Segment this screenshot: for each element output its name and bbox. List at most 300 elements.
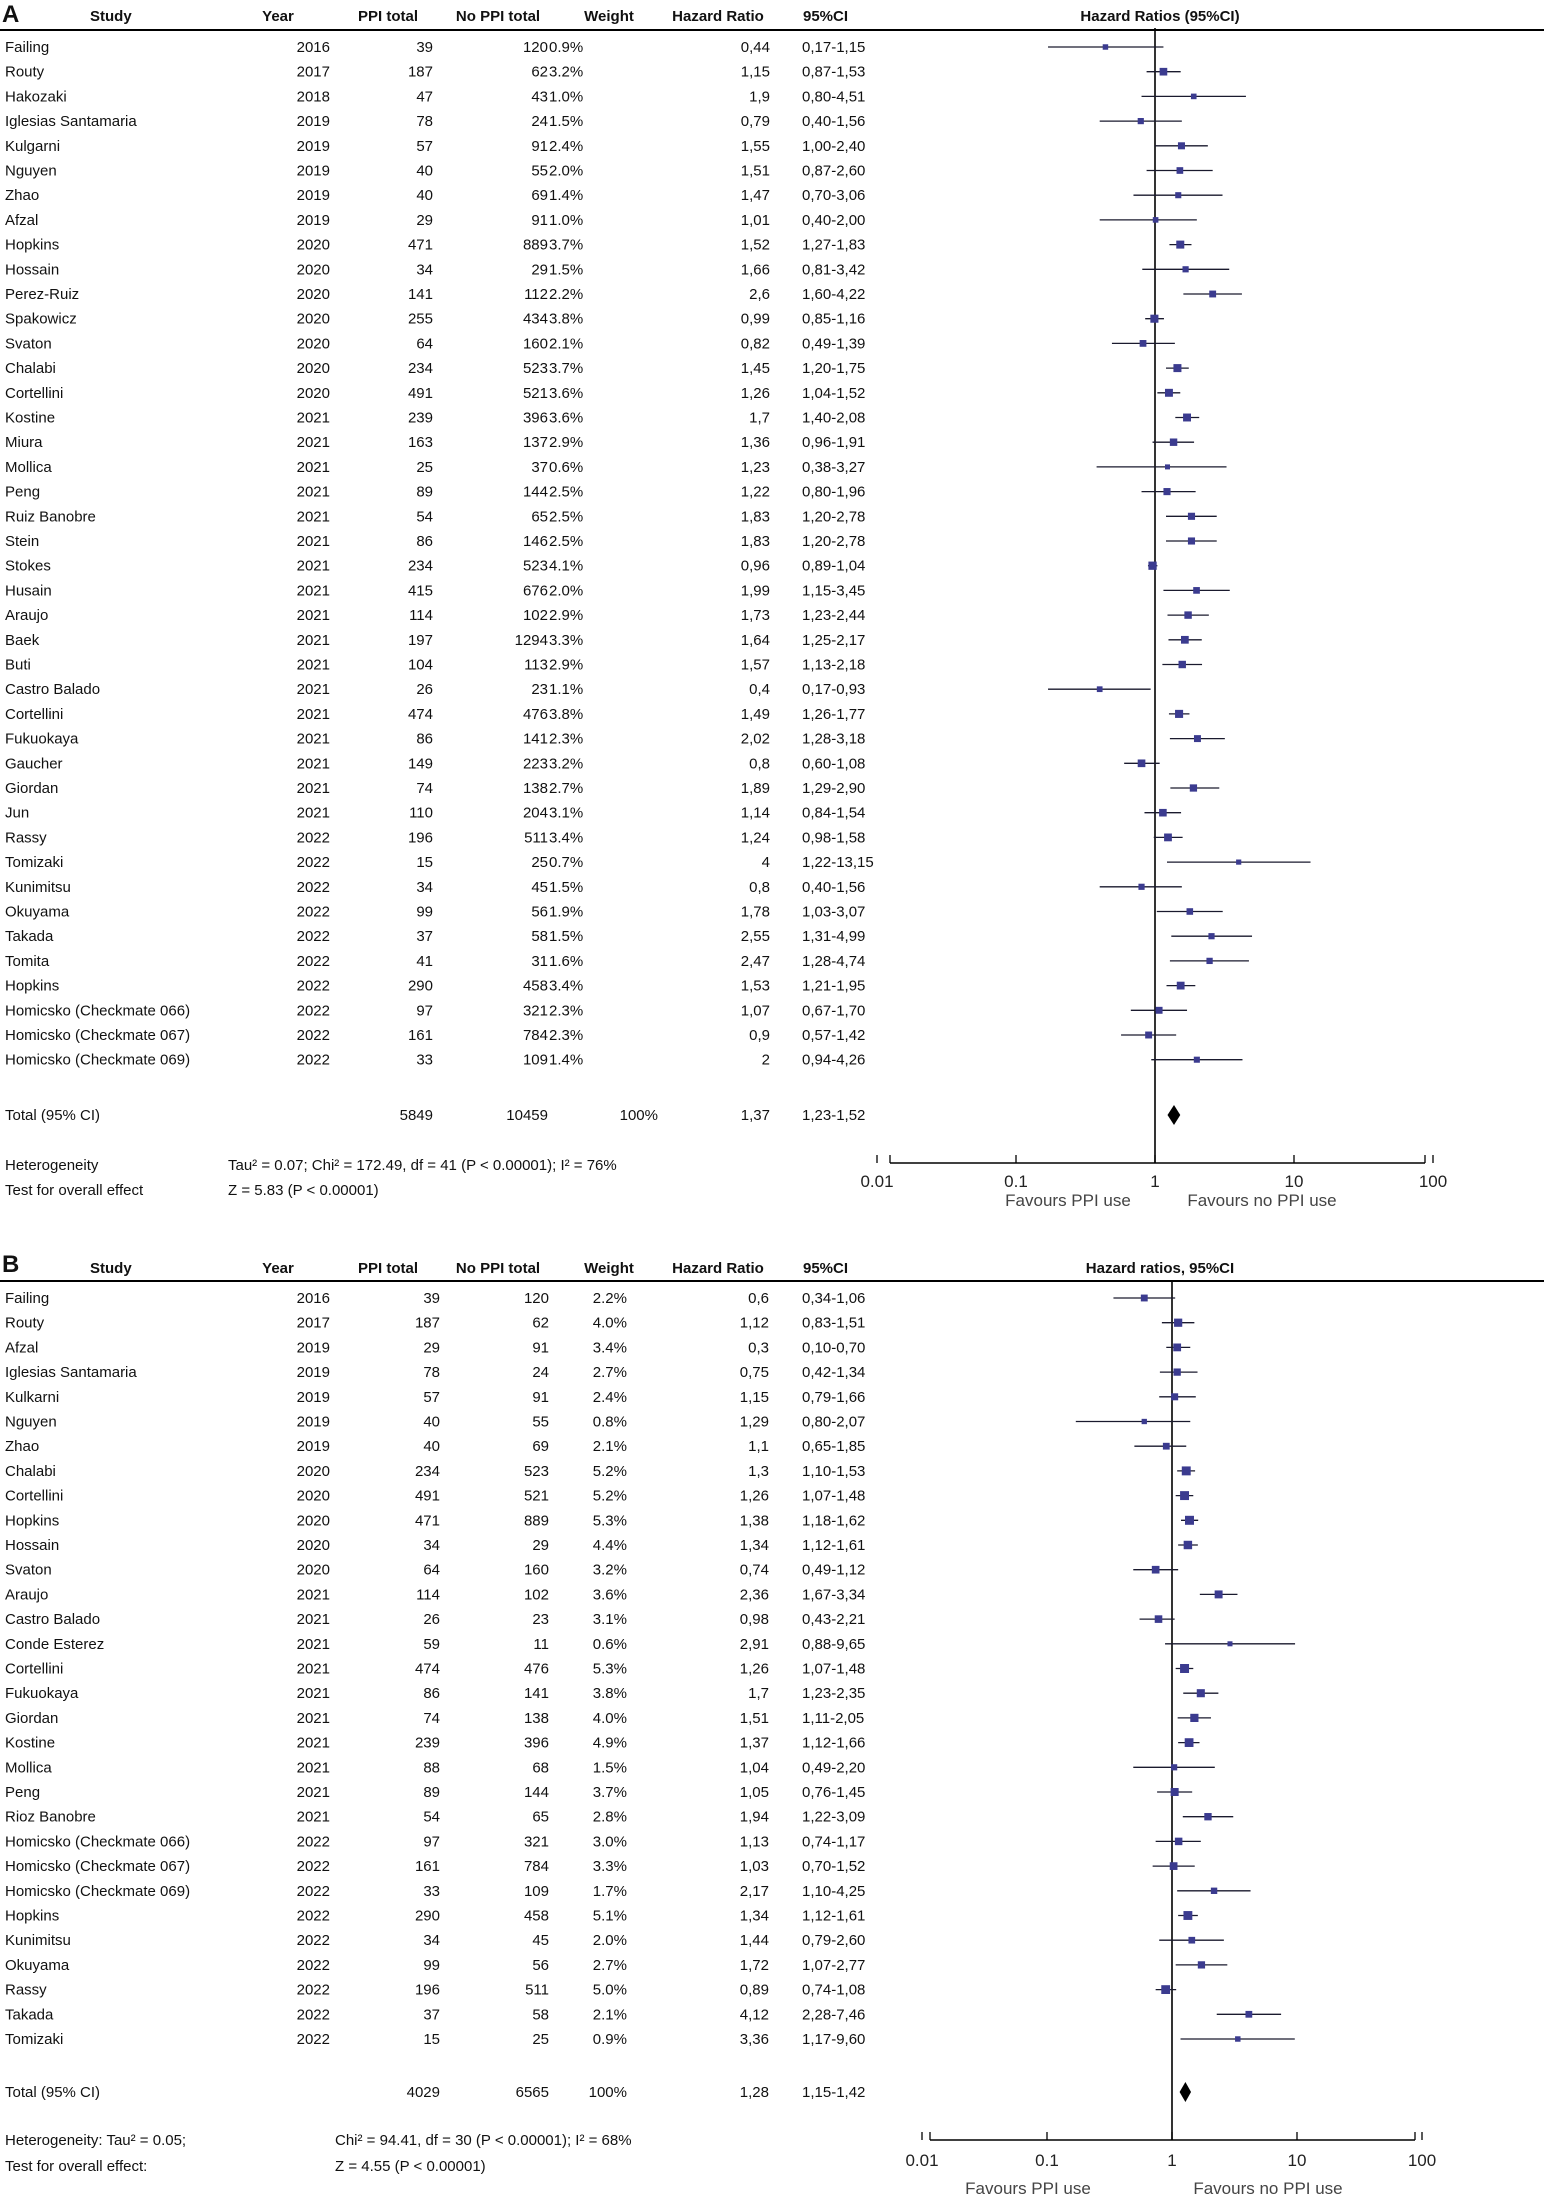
study-year: 2021 xyxy=(296,804,330,822)
point-estimate-square xyxy=(1138,118,1144,124)
study-year: 2021 xyxy=(296,483,330,501)
study-name: Svaton xyxy=(5,335,52,353)
weight: 2.9% xyxy=(549,434,584,452)
study-row xyxy=(5,1364,1198,1381)
no-ppi-total: 24 xyxy=(531,113,548,131)
hazard-ratio: 1,29 xyxy=(739,1413,769,1431)
hazard-ratio: 1,07 xyxy=(740,1002,770,1020)
study-row xyxy=(5,1784,1192,1801)
study-name: Rioz Banobre xyxy=(5,1808,96,1826)
point-estimate-square xyxy=(1208,933,1214,939)
study-year: 2021 xyxy=(296,458,330,476)
weight: 3.3% xyxy=(592,1858,627,1876)
study-name: Gaucher xyxy=(5,755,63,773)
study-year: 2019 xyxy=(296,1364,330,1382)
weight: 2.7% xyxy=(549,780,584,797)
point-estimate-square xyxy=(1175,710,1183,718)
ppi-total: 234 xyxy=(414,1462,440,1480)
ppi-total: 74 xyxy=(416,780,433,797)
no-ppi-total: 146 xyxy=(522,533,548,550)
study-row xyxy=(5,607,1209,624)
weight: 2.5% xyxy=(549,483,584,501)
no-ppi-total: 91 xyxy=(532,1388,549,1406)
hazard-ratio: 1,34 xyxy=(739,1537,769,1554)
confidence-interval: 0,67-1,70 xyxy=(802,1002,866,1020)
ppi-total: 64 xyxy=(416,335,433,353)
point-estimate-square xyxy=(1173,1344,1181,1352)
no-ppi-total: 68 xyxy=(532,1759,549,1777)
study-year: 2020 xyxy=(296,1512,330,1530)
study-year: 2021 xyxy=(296,1734,330,1752)
confidence-interval: 0,87-2,60 xyxy=(802,162,866,180)
ppi-total: 239 xyxy=(414,1734,440,1752)
axis-tick-label: 0.1 xyxy=(1004,1172,1028,1191)
study-name: Hakozaki xyxy=(5,88,67,106)
study-row xyxy=(5,632,1202,649)
study-year: 2020 xyxy=(296,236,330,254)
study-name: Kulgarni xyxy=(5,137,61,155)
weight: 3.6% xyxy=(549,384,584,402)
study-name: Mollica xyxy=(5,458,52,476)
no-ppi-total: 109 xyxy=(523,1882,549,1900)
study-year: 2022 xyxy=(296,977,330,995)
confidence-interval: 1,67-3,34 xyxy=(802,1586,866,1604)
weight: 3.7% xyxy=(592,1784,627,1801)
weight: 2.4% xyxy=(592,1388,627,1406)
study-year: 2019 xyxy=(296,187,330,205)
weight: 2.2% xyxy=(549,286,584,303)
study-year: 2022 xyxy=(296,1932,330,1950)
weight: 2.2% xyxy=(592,1290,627,1307)
heterogeneity-stats: Tau² = 0.07; Chi² = 172.49, df = 41 (P < 0.00001); I² = 76% xyxy=(228,1157,617,1174)
confidence-interval: 1,13-2,18 xyxy=(802,656,866,674)
total-confidence-interval: 1,23-1,52 xyxy=(802,1107,866,1124)
no-ppi-total: 56 xyxy=(531,903,548,921)
no-ppi-total: 120 xyxy=(523,1290,549,1307)
study-year: 2020 xyxy=(296,310,330,328)
study-name: Hossain xyxy=(5,1537,60,1554)
ppi-total: 33 xyxy=(416,1051,433,1069)
weight: 0.8% xyxy=(592,1413,627,1431)
confidence-interval: 1,23-2,44 xyxy=(802,607,866,625)
hazard-ratio: 1,72 xyxy=(739,1956,769,1974)
hazard-ratio: 1,47 xyxy=(740,187,770,205)
weight: 2.1% xyxy=(592,2006,627,2024)
hazard-ratio: 1,04 xyxy=(739,1759,769,1777)
x-axis xyxy=(860,1155,1447,1191)
hazard-ratio: 3,36 xyxy=(739,2031,769,2048)
hazard-ratio: 0,82 xyxy=(740,335,770,353)
study-name: Rassy xyxy=(5,829,47,847)
study-name: Hopkins xyxy=(5,236,60,254)
point-estimate-square xyxy=(1185,1738,1194,1747)
hazard-ratio: 0,44 xyxy=(740,39,770,56)
confidence-interval: 1,04-1,52 xyxy=(802,384,866,402)
no-ppi-total: 521 xyxy=(522,384,548,402)
study-row xyxy=(5,657,1202,674)
weight: 1.0% xyxy=(549,88,584,106)
study-row xyxy=(5,928,1252,945)
point-estimate-square xyxy=(1211,1888,1217,1894)
no-ppi-total: 523 xyxy=(522,557,548,575)
point-estimate-square xyxy=(1177,167,1184,174)
point-estimate-square xyxy=(1170,438,1177,445)
no-ppi-total: 109 xyxy=(522,1051,548,1069)
point-estimate-square xyxy=(1138,884,1144,890)
study-name: Peng xyxy=(5,483,41,501)
ppi-total: 37 xyxy=(423,2006,440,2024)
study-name: Homicsko (Checkmate 069) xyxy=(5,1051,191,1069)
study-year: 2021 xyxy=(296,1784,330,1801)
hazard-ratio: 0,96 xyxy=(740,557,770,575)
point-estimate-square xyxy=(1194,1057,1200,1063)
weight: 0.9% xyxy=(592,2031,627,2048)
study-row xyxy=(5,113,1182,130)
study-year: 2016 xyxy=(296,39,330,56)
axis-tick-label: 10 xyxy=(1287,2151,1307,2170)
ppi-total: 149 xyxy=(407,755,433,773)
study-name: Routy xyxy=(5,63,45,81)
weight: 5.2% xyxy=(592,1462,627,1480)
ppi-total: 141 xyxy=(407,286,433,303)
confidence-interval: 1,28-3,18 xyxy=(802,730,866,748)
ppi-total: 39 xyxy=(423,1290,440,1307)
ppi-total: 114 xyxy=(416,1586,440,1604)
weight: 1.1% xyxy=(549,681,584,699)
hazard-ratio: 0,98 xyxy=(739,1611,769,1629)
study-name: Husain xyxy=(5,582,52,600)
column-header: Weight xyxy=(584,1260,634,1277)
no-ppi-total: 55 xyxy=(532,1413,549,1431)
weight: 3.2% xyxy=(549,63,584,81)
ppi-total: 99 xyxy=(423,1956,440,1974)
hazard-ratio: 1,12 xyxy=(739,1314,769,1332)
study-row xyxy=(5,1463,1195,1480)
study-name: Chalabi xyxy=(5,360,56,378)
study-name: Spakowicz xyxy=(5,310,77,328)
point-estimate-square xyxy=(1187,908,1194,915)
study-year: 2021 xyxy=(296,755,330,773)
confidence-interval: 1,28-4,74 xyxy=(802,952,866,970)
no-ppi-total: 396 xyxy=(522,409,548,427)
hazard-ratio: 1,36 xyxy=(740,434,770,452)
heterogeneity-label: Heterogeneity xyxy=(5,1157,99,1174)
confidence-interval: 0,34-1,06 xyxy=(802,1290,866,1307)
no-ppi-total: 69 xyxy=(531,187,548,205)
point-estimate-square xyxy=(1179,661,1186,668)
study-year: 2021 xyxy=(296,607,330,625)
hazard-ratio: 1,14 xyxy=(740,804,770,822)
ppi-total: 97 xyxy=(416,1002,433,1020)
weight: 3.7% xyxy=(549,360,584,378)
study-row xyxy=(5,1957,1227,1974)
no-ppi-total: 434 xyxy=(522,310,548,328)
study-year: 2021 xyxy=(296,434,330,452)
weight: 0.9% xyxy=(549,39,584,56)
no-ppi-total: 396 xyxy=(523,1734,549,1752)
study-name: Buti xyxy=(5,656,31,674)
weight: 1.5% xyxy=(549,261,584,279)
no-ppi-total: 144 xyxy=(522,483,548,501)
ppi-total: 471 xyxy=(414,1512,440,1530)
study-row xyxy=(5,978,1195,995)
confidence-interval: 1,21-1,95 xyxy=(802,977,866,995)
study-row xyxy=(5,88,1246,105)
study-year: 2021 xyxy=(296,409,330,427)
point-estimate-square xyxy=(1188,1937,1195,1944)
study-name: Afzal xyxy=(5,211,39,229)
hazard-ratio: 1,15 xyxy=(740,63,770,81)
point-estimate-square xyxy=(1163,1443,1170,1450)
overall-effect-label: Test for overall effect xyxy=(5,1182,144,1199)
confidence-interval: 0,79-1,66 xyxy=(802,1388,866,1406)
point-estimate-square xyxy=(1175,192,1181,198)
study-year: 2021 xyxy=(296,1660,330,1678)
point-estimate-square xyxy=(1235,2036,1240,2041)
hazard-ratio: 0,4 xyxy=(749,681,770,699)
pooled-estimate-diamond xyxy=(1180,2082,1191,2102)
ppi-total: 40 xyxy=(423,1438,440,1456)
weight: 2.8% xyxy=(592,1808,627,1826)
no-ppi-total: 102 xyxy=(523,1586,549,1604)
weight: 5.0% xyxy=(592,1981,627,1999)
hazard-ratio: 1,05 xyxy=(739,1784,769,1801)
study-year: 2020 xyxy=(296,261,330,279)
no-ppi-total: 784 xyxy=(523,1858,549,1876)
point-estimate-square xyxy=(1155,1615,1163,1623)
point-estimate-square xyxy=(1160,68,1168,76)
ppi-total: 39 xyxy=(416,39,433,56)
study-name: Stokes xyxy=(5,557,51,575)
study-year: 2021 xyxy=(296,557,330,575)
study-year: 2019 xyxy=(296,113,330,131)
study-row xyxy=(5,1735,1200,1752)
no-ppi-total: 45 xyxy=(531,878,548,896)
ppi-total: 197 xyxy=(407,631,433,649)
hazard-ratio: 0,99 xyxy=(740,310,770,328)
weight: 2.1% xyxy=(549,335,584,353)
confidence-interval: 1,07-1,48 xyxy=(802,1660,866,1678)
column-header: PPI total xyxy=(357,1260,419,1277)
confidence-interval: 1,00-2,40 xyxy=(802,137,866,155)
study-name: Kulkarni xyxy=(5,1388,60,1406)
study-row xyxy=(5,212,1197,229)
study-year: 2021 xyxy=(296,1808,330,1826)
point-estimate-square xyxy=(1165,389,1173,397)
ppi-total: 34 xyxy=(423,1932,440,1950)
confidence-interval: 0,49-1,12 xyxy=(802,1561,866,1579)
hazard-ratio: 1,7 xyxy=(748,1685,769,1703)
no-ppi-total: 29 xyxy=(532,1537,549,1554)
confidence-interval: 0,38-3,27 xyxy=(802,458,866,476)
ppi-total: 34 xyxy=(416,878,433,896)
confidence-interval: 0,57-1,42 xyxy=(802,1027,866,1044)
study-name: Baek xyxy=(5,631,40,649)
study-name: Hopkins xyxy=(5,977,60,995)
ppi-total: 54 xyxy=(423,1808,440,1826)
study-row xyxy=(5,879,1182,896)
study-year: 2021 xyxy=(296,705,330,723)
ppi-total: 74 xyxy=(423,1709,440,1727)
study-year: 2021 xyxy=(296,780,330,797)
study-year: 2020 xyxy=(296,335,330,353)
ppi-total: 114 xyxy=(409,607,433,625)
no-ppi-total: 25 xyxy=(532,2031,549,2048)
study-row xyxy=(5,1809,1233,1826)
point-estimate-square xyxy=(1145,1032,1152,1039)
study-year: 2021 xyxy=(296,631,330,649)
study-year: 2022 xyxy=(296,1981,330,1999)
hazard-ratio: 1,78 xyxy=(740,903,770,921)
ppi-total: 474 xyxy=(407,705,433,723)
confidence-interval: 1,12-1,61 xyxy=(802,1537,866,1554)
no-ppi-total: 321 xyxy=(523,1833,549,1851)
confidence-interval: 0,40-1,56 xyxy=(802,878,866,896)
weight: 4.0% xyxy=(592,1709,627,1727)
study-name: Homicsko (Checkmate 066) xyxy=(5,1833,191,1851)
point-estimate-square xyxy=(1185,1516,1194,1525)
no-ppi-total: 62 xyxy=(531,63,548,81)
point-estimate-square xyxy=(1209,291,1216,298)
confidence-interval: 1,12-1,61 xyxy=(802,1907,866,1925)
study-name: Kunimitsu xyxy=(5,878,71,896)
no-ppi-total: 204 xyxy=(522,804,548,822)
no-ppi-total: 889 xyxy=(522,236,548,254)
hazard-ratio: 1,01 xyxy=(740,211,770,229)
study-year: 2022 xyxy=(296,829,330,847)
ppi-total: 89 xyxy=(416,483,433,501)
weight: 3.6% xyxy=(549,409,584,427)
study-name: Hopkins xyxy=(5,1907,60,1925)
overall-effect-stats: Z = 5.83 (P < 0.00001) xyxy=(228,1182,379,1199)
study-name: Takada xyxy=(5,2006,54,2024)
hazard-ratio: 0,79 xyxy=(740,113,770,131)
point-estimate-square xyxy=(1141,1295,1148,1302)
ppi-total: 97 xyxy=(423,1833,440,1851)
weight: 3.0% xyxy=(592,1833,627,1851)
point-estimate-square xyxy=(1215,1590,1223,1598)
study-row xyxy=(5,2006,1281,2023)
no-ppi-total: 476 xyxy=(523,1660,549,1678)
no-ppi-total: 458 xyxy=(523,1907,549,1925)
point-estimate-square xyxy=(1176,241,1184,249)
no-ppi-total: 43 xyxy=(531,88,548,106)
point-estimate-square xyxy=(1178,142,1185,149)
no-ppi-total: 223 xyxy=(522,755,548,773)
study-year: 2016 xyxy=(296,1290,330,1307)
point-estimate-square xyxy=(1159,809,1167,817)
study-row xyxy=(5,1414,1190,1431)
study-year: 2022 xyxy=(296,1907,330,1925)
study-name: Routy xyxy=(5,1314,45,1332)
overall-effect-stats: Z = 4.55 (P < 0.00001) xyxy=(335,2158,486,2175)
study-row xyxy=(5,953,1249,970)
no-ppi-total: 23 xyxy=(532,1611,549,1629)
study-row xyxy=(5,1512,1198,1529)
no-ppi-total: 37 xyxy=(531,458,548,476)
weight: 1.4% xyxy=(549,187,584,205)
confidence-interval: 0,80-4,51 xyxy=(802,88,866,106)
axis-tick-label: 1 xyxy=(1150,1172,1160,1191)
confidence-interval: 1,17-9,60 xyxy=(802,2031,866,2048)
point-estimate-square xyxy=(1138,759,1146,767)
weight: 1.6% xyxy=(549,952,584,970)
study-row xyxy=(5,1537,1198,1554)
ppi-total: 239 xyxy=(407,409,433,427)
study-row xyxy=(5,187,1223,204)
point-estimate-square xyxy=(1188,513,1195,520)
study-year: 2020 xyxy=(296,1462,330,1480)
point-estimate-square xyxy=(1198,1961,1205,1968)
weight: 2.5% xyxy=(549,533,584,550)
ppi-total: 471 xyxy=(407,236,433,254)
study-row xyxy=(5,1883,1251,1900)
study-row xyxy=(5,755,1160,772)
ppi-total: 29 xyxy=(423,1339,440,1357)
ppi-total: 196 xyxy=(414,1981,440,1999)
hazard-ratio: 1,26 xyxy=(739,1660,769,1678)
point-estimate-square xyxy=(1245,2011,1252,2018)
point-estimate-square xyxy=(1206,958,1212,964)
point-estimate-square xyxy=(1182,1466,1191,1475)
study-year: 2022 xyxy=(296,903,330,921)
ppi-total: 163 xyxy=(407,434,433,452)
favours-right-label: Favours no PPI use xyxy=(1193,2179,1343,2198)
confidence-interval: 0,42-1,34 xyxy=(802,1364,866,1382)
confidence-interval: 0,87-1,53 xyxy=(802,63,866,81)
hazard-ratio: 1,99 xyxy=(740,582,770,600)
total-hazard-ratio: 1,28 xyxy=(739,2084,769,2101)
hazard-ratio: 1,38 xyxy=(739,1512,769,1530)
study-name: Hossain xyxy=(5,261,60,279)
study-row xyxy=(5,286,1242,303)
study-name: Zhao xyxy=(5,187,40,205)
weight: 3.8% xyxy=(592,1685,627,1703)
point-estimate-square xyxy=(1174,1368,1181,1375)
study-row xyxy=(5,558,1157,575)
no-ppi-total: 102 xyxy=(522,607,548,625)
study-name: Failing xyxy=(5,39,50,56)
weight: 2.0% xyxy=(549,162,584,180)
study-row xyxy=(5,854,1311,871)
ppi-total: 104 xyxy=(407,656,433,674)
column-header: Study xyxy=(90,8,132,25)
ppi-total: 255 xyxy=(407,310,433,328)
point-estimate-square xyxy=(1183,414,1191,422)
weight: 0.7% xyxy=(549,854,584,872)
study-name: Perez-Ruiz xyxy=(5,286,80,303)
weight: 5.3% xyxy=(592,1660,627,1678)
column-header: No PPI total xyxy=(455,1260,541,1277)
study-name: Tomizaki xyxy=(5,2031,64,2048)
column-header: Study xyxy=(90,1260,132,1277)
study-row xyxy=(5,1438,1186,1455)
no-ppi-total: 23 xyxy=(531,681,548,699)
heterogeneity-stats: Chi² = 94.41, df = 30 (P < 0.00001); I² = 68% xyxy=(335,2132,632,2149)
ppi-total: 86 xyxy=(416,533,433,550)
confidence-interval: 1,20-2,78 xyxy=(802,533,866,550)
study-row xyxy=(5,805,1181,822)
no-ppi-total: 511 xyxy=(524,829,548,847)
no-ppi-total: 58 xyxy=(532,2006,549,2024)
point-estimate-square xyxy=(1190,1714,1198,1722)
study-row xyxy=(5,780,1219,797)
study-row xyxy=(5,1052,1242,1069)
study-row xyxy=(5,1833,1201,1850)
study-row xyxy=(5,1982,1176,1999)
weight: 1.0% xyxy=(549,211,584,229)
point-estimate-square xyxy=(1188,537,1195,544)
